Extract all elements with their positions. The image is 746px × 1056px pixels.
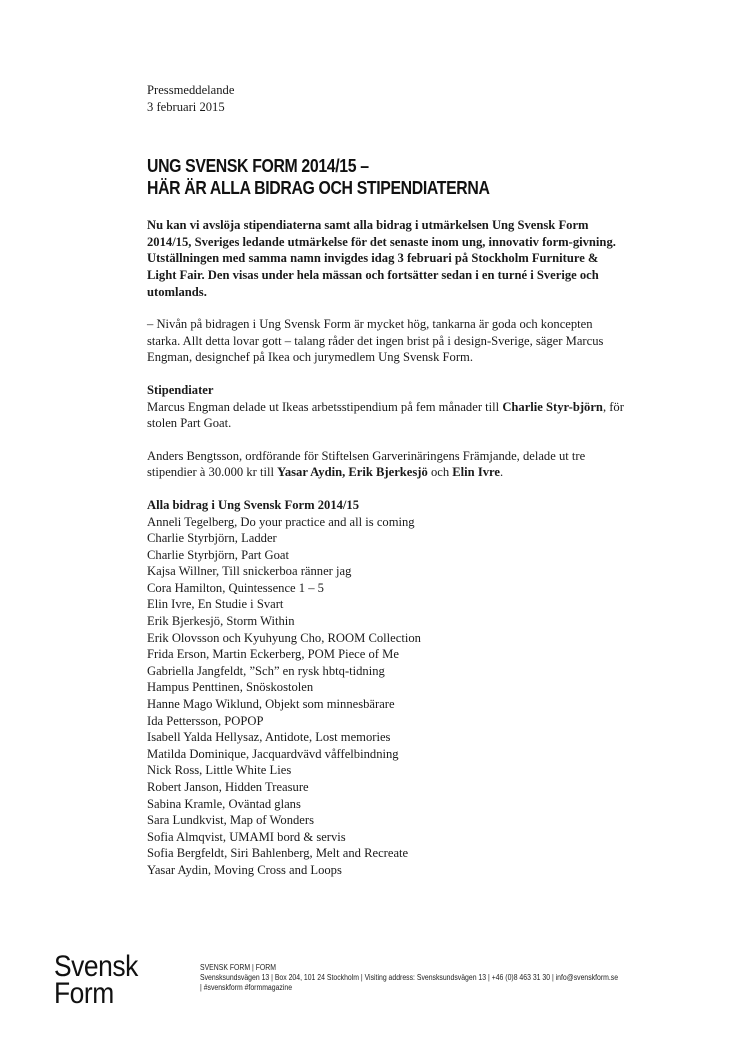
release-date: 3 februari 2015 bbox=[147, 99, 225, 114]
quote-paragraph: – Nivån på bidragen i Ung Svensk Form är mycket hög, tankarna är goda och koncepten starka. Allt detta lovar gott – talang råder det ingen brist på i design-Sverige, säger Marcus Engman, designchef på Ikea och jurymedlem Ung Svensk Form. bbox=[147, 317, 604, 365]
entry-item: Charlie Styrbjörn, Ladder bbox=[147, 531, 277, 546]
entry-item: Charlie Styrbjörn, Part Goat bbox=[147, 547, 290, 562]
stip-p2-text-after: . bbox=[499, 465, 504, 480]
entry-item: Isabell Yalda Hellysaz, Antidote, Lost memories bbox=[147, 730, 391, 745]
release-meta bbox=[147, 82, 627, 115]
stipendiater-section bbox=[147, 382, 627, 481]
logo-line-2: Form bbox=[54, 977, 114, 1010]
headline-line-2: HÄR ÄR ALLA BIDRAG OCH STIPENDIATERNA bbox=[147, 177, 490, 199]
entry-item: Erik Olovsson och Kyuhyung Cho, ROOM Collection bbox=[147, 630, 421, 645]
entry-item: Gabriella Jangfeldt, ”Sch” en rysk hbtq-tidning bbox=[147, 663, 385, 678]
headline bbox=[147, 155, 560, 199]
entry-item: Nick Ross, Little White Lies bbox=[147, 763, 292, 778]
document-type: Pressmeddelande bbox=[147, 83, 235, 97]
entry-item: Kajsa Willner, Till snickerboa ränner jag bbox=[147, 564, 352, 579]
svensk-form-logo bbox=[54, 950, 138, 1010]
logo-line-1: Svensk bbox=[54, 950, 138, 983]
stip-p2-recipients-2: Elin Ivre bbox=[452, 465, 500, 480]
entry-item: Hanne Mago Wiklund, Objekt som minnesbärare bbox=[147, 697, 395, 712]
entry-item: Sofia Bergfeldt, Siri Bahlenberg, Melt and Recreate bbox=[147, 846, 409, 861]
stip-p2-recipients-1: Yasar Aydin, Erik Bjerkesjö bbox=[277, 465, 428, 480]
headline-line-1: UNG SVENSK FORM 2014/15 – bbox=[147, 155, 369, 177]
entry-item: Hampus Penttinen, Snöskostolen bbox=[147, 680, 314, 695]
footer-hashtags: | #svenskform #formmagazine bbox=[200, 983, 293, 992]
entries-list bbox=[147, 514, 627, 879]
stip-p1-recipient: Charlie Styr-björn bbox=[502, 399, 603, 414]
footer-contact-info bbox=[200, 963, 618, 993]
footer-address: Svensksundsvägen 13 | Box 204, 101 24 Stockholm | Visiting address: Svensksundsvägen 13 | +46 (0)8 463 31 30 | info@svenskform.se bbox=[200, 973, 619, 982]
entry-item: Anneli Tegelberg, Do your practice and all is coming bbox=[147, 514, 415, 529]
entry-item: Matilda Dominique, Jacquardvävd våffelbindning bbox=[147, 746, 399, 761]
entry-item: Cora Hamilton, Quintessence 1 – 5 bbox=[147, 580, 324, 595]
entry-item: Erik Bjerkesjö, Storm Within bbox=[147, 614, 295, 629]
stipendiater-paragraph-2 bbox=[147, 448, 627, 481]
footer-org-name: SVENSK FORM | FORM bbox=[200, 963, 276, 972]
stip-p2-conjunction: och bbox=[427, 465, 453, 480]
entry-item: Sofia Almqvist, UMAMI bord & servis bbox=[147, 829, 346, 844]
entry-item: Yasar Aydin, Moving Cross and Loops bbox=[147, 862, 342, 877]
entry-item: Sabina Kramle, Oväntad glans bbox=[147, 796, 301, 811]
entries-heading: Alla bidrag i Ung Svensk Form 2014/15 bbox=[147, 497, 360, 512]
entries-section bbox=[147, 497, 627, 879]
entry-item: Robert Janson, Hidden Treasure bbox=[147, 780, 309, 794]
stipendiater-paragraph-1 bbox=[147, 399, 627, 432]
press-release-body bbox=[147, 82, 627, 879]
lead-paragraph: Nu kan vi avslöja stipendiaterna samt alla bidrag i utmärkelsen Ung Svensk Form 2014/15, Sveriges ledande utmärkelse för det senaste inom ung, innovativ form-givning. Utställningen med samma namn invigdes idag 3 februari på Stockholm Furniture & Light Fair. Den visas under hela mässan och fortsätter sedan i en turné i Sverige och utomlands. bbox=[147, 218, 616, 299]
stipendiater-heading: Stipendiater bbox=[147, 382, 214, 397]
stip-p2-text-before: Anders Bengtsson, ordförande för Stiftelsen Garverinäringens Främjande, delade ut tre stipendier à 30.000 kr till bbox=[147, 448, 586, 480]
stip-p1-text-after: , för stolen Part Goat. bbox=[147, 399, 624, 431]
stip-p1-text-before: Marcus Engman delade ut Ikeas arbetsstipendium på fem månader till bbox=[147, 399, 503, 414]
entry-item: Ida Pettersson, POPOP bbox=[147, 713, 264, 728]
entry-item: Elin Ivre, En Studie i Svart bbox=[147, 597, 284, 612]
entry-item: Sara Lundkvist, Map of Wonders bbox=[147, 813, 314, 828]
entry-item: Frida Erson, Martin Eckerberg, POM Piece of Me bbox=[147, 647, 399, 662]
